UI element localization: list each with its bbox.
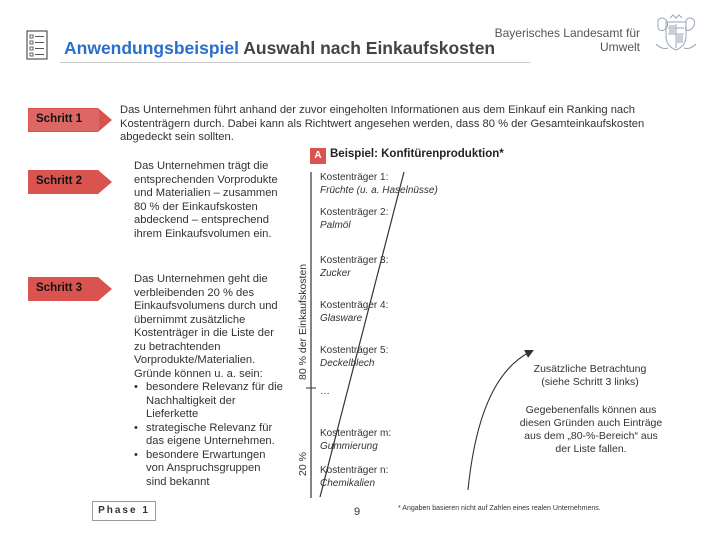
cost-item-sub: Deckelblech [320, 357, 375, 369]
phase-badge: Phase 1 [92, 501, 156, 521]
cost-item [320, 465, 388, 490]
cost-item-label: Kostenträger 4: [320, 300, 389, 311]
step-3-label: Schritt 3 [36, 282, 83, 294]
cost-item [320, 255, 388, 280]
note-drop-from-list: Gegebenenfalls können aus diesen Gründen auch Einträge aus dem „80-%-Bereich“ aus der Liste fallen. [519, 404, 663, 455]
example-title: Beispiel: Konfitürenproduktion* [330, 148, 504, 160]
cost-item [320, 207, 388, 232]
cost-item-sub: Glasware [320, 312, 363, 324]
page-title-accent: Anwendungsbeispiel [64, 38, 240, 58]
cost-item-sub: Zucker [320, 267, 351, 279]
cost-item-sub: Palmöl [320, 219, 351, 231]
step-3-text: Das Unternehmen geht die verbleibenden 20 % des Einkaufsvolumens durch und übernimmt zusätzliche Kostenträger in die Liste der zu betrachtenden Vorprodukte/Materialien. Gründe können u. a. sein: [134, 273, 278, 380]
step-1-text: Das Unternehmen führt anhand der zuvor eingeholten Informationen aus dem Einkauf ein Ranking nach Kostenträgern durch. Dabei kann als Richtwert angesehen werden, dass 80 % der Gesamteinkaufskosten abgedeckt sein sollten. [120, 104, 645, 143]
cost-item [320, 300, 388, 325]
cost-item [320, 428, 391, 453]
step-3-bullet: • besondere Erwartungen von Anspruchsgruppen sind bekannt [134, 449, 284, 490]
cost-item-label: Kostenträger 3: [320, 255, 389, 266]
footnote: * Angaben basieren nicht auf Zahlen eines realen Unternehmens. [398, 505, 601, 512]
org-name: Bayerisches Landesamt für Umwelt [494, 26, 640, 54]
cost-item-sub: Früchte (u. a. Haselnüsse) [320, 184, 438, 196]
cost-item-label: Kostenträger 5: [320, 345, 389, 356]
cost-item-label: Kostenträger 1: [320, 172, 389, 183]
step-2-text: Das Unternehmen trägt die entsprechenden Vorprodukte und Materialien – zusammen 80 % der Einkaufskosten abdeckend – entsprechend ihrem Einkaufsvolumen ein. [134, 160, 278, 240]
step-3-bullet: • besondere Relevanz für die Nachhaltigkeit der Lieferkette [134, 381, 284, 422]
label-20-percent: 20 % [297, 452, 309, 476]
cost-item-label: … [320, 386, 330, 397]
cost-item-label: Kostenträger n: [320, 465, 389, 476]
example-badge: A [310, 148, 326, 164]
cost-item-label: Kostenträger 2: [320, 207, 389, 218]
note-additional-consideration: Zusätzliche Betrachtung (siehe Schritt 3 links) [533, 363, 647, 388]
step-2-label: Schritt 2 [36, 175, 83, 187]
page-title-rest: Auswahl nach Einkaufskosten [239, 38, 496, 58]
cost-item [320, 172, 438, 197]
page-number: 9 [354, 506, 361, 518]
cost-item [320, 386, 330, 399]
cost-item [320, 345, 388, 370]
label-80-percent: 80 % der Einkaufskosten [297, 263, 309, 380]
step-1-label: Schritt 1 [36, 113, 83, 125]
cost-item-label: Kostenträger m: [320, 428, 392, 439]
cost-item-sub: Gummierung [320, 440, 378, 452]
step-3-bullet: • strategische Relevanz für das eigene Unternehmen. [134, 422, 284, 449]
cost-item-sub: Chemikalien [320, 477, 376, 489]
